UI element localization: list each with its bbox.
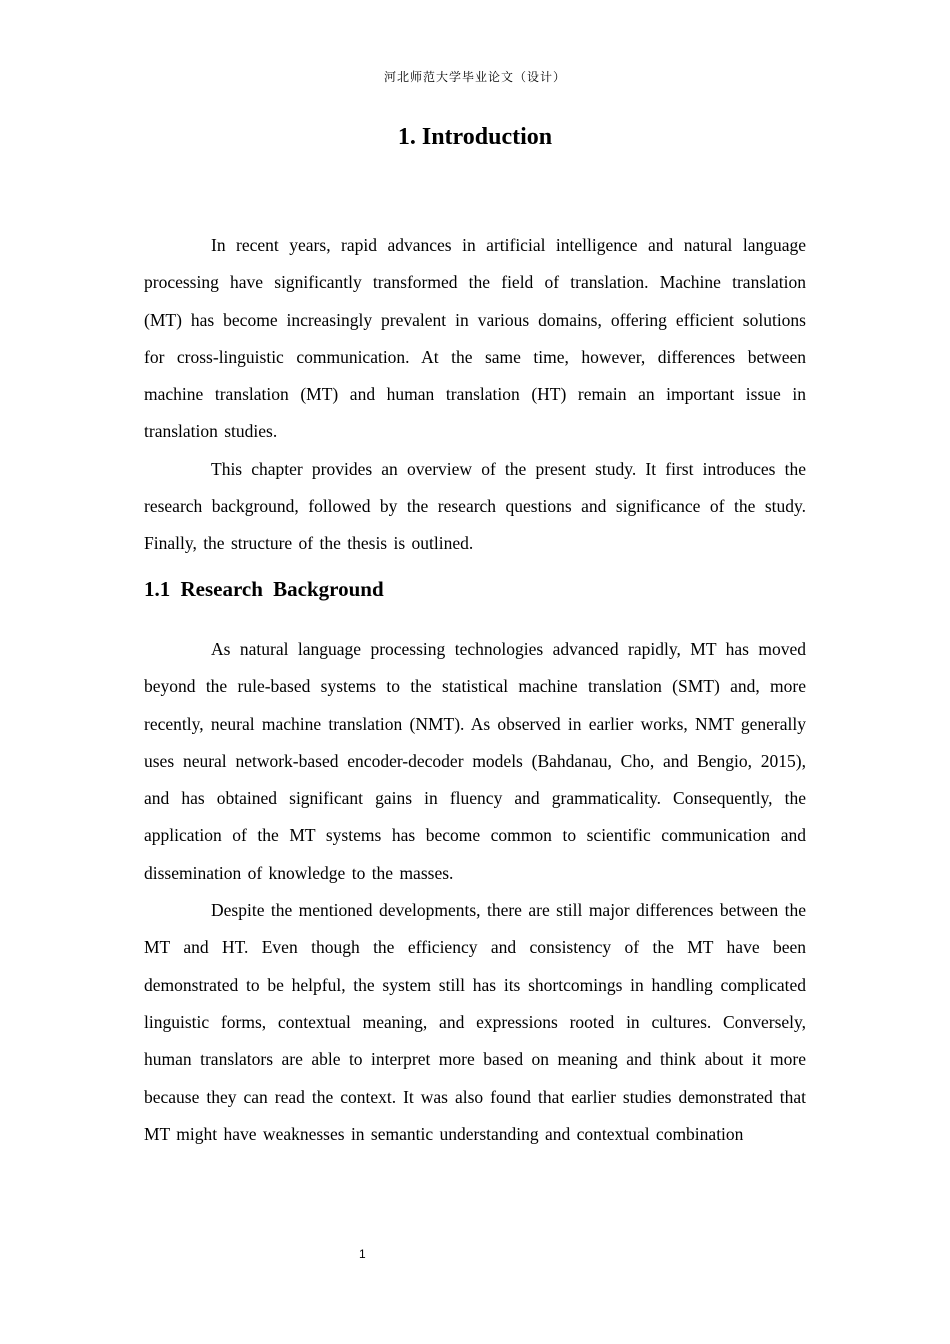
running-header: 河北师范大学毕业论文（设计） xyxy=(383,70,566,84)
page-number: 1 xyxy=(359,1247,366,1261)
research-background-body xyxy=(144,631,806,1153)
intro-paragraph-2: This chapter provides an overview of the present study. It first introduces the research background, followed by the research questions and significance of the study. Finally, the structure of the thesis is outlined. xyxy=(144,458,806,554)
intro-paragraph-1: In recent years, rapid advances in artificial intelligence and natural language processing have significantly transformed the field of translation. Machine translation (MT) has become increasingly prevalent in various domains, offering efficient solutions for cross-linguistic communication. At the same time, however, differences between machine translation (MT) and human translation (HT) remain an important issue in translation studies. xyxy=(144,235,806,442)
introduction-body xyxy=(144,227,806,563)
background-paragraph-1: As natural language processing technologies advanced rapidly, MT has moved beyond the rule-based systems to the statistical machine translation (SMT) and, more recently, neural machine translation (NMT). As observed in earlier works, NMT generally uses neural network-based encoder-decoder models (Bahdanau, Cho, and Bengio, 2015), and has obtained significant gains in fluency and grammaticality. Consequently, the application of the MT systems has become common to scientific communication and dissemination of knowledge to the masses. xyxy=(144,639,806,883)
section-heading-research-background: 1.1 Research Background xyxy=(144,577,384,601)
background-paragraph-2: Despite the mentioned developments, there are still major differences between the MT and HT. Even though the efficiency and consistency of the MT have been demonstrated to be helpful, the system still has its shortcomings in handling complicated linguistic forms, contextual meaning, and expressions rooted in cultures. Conversely, human translators are able to interpret more based on meaning and think about it more because they can read the context. It was also found that earlier studies demonstrated that MT might have weaknesses in semantic understanding and contextual combination xyxy=(144,900,806,1144)
chapter-title: 1. Introduction xyxy=(397,124,553,150)
